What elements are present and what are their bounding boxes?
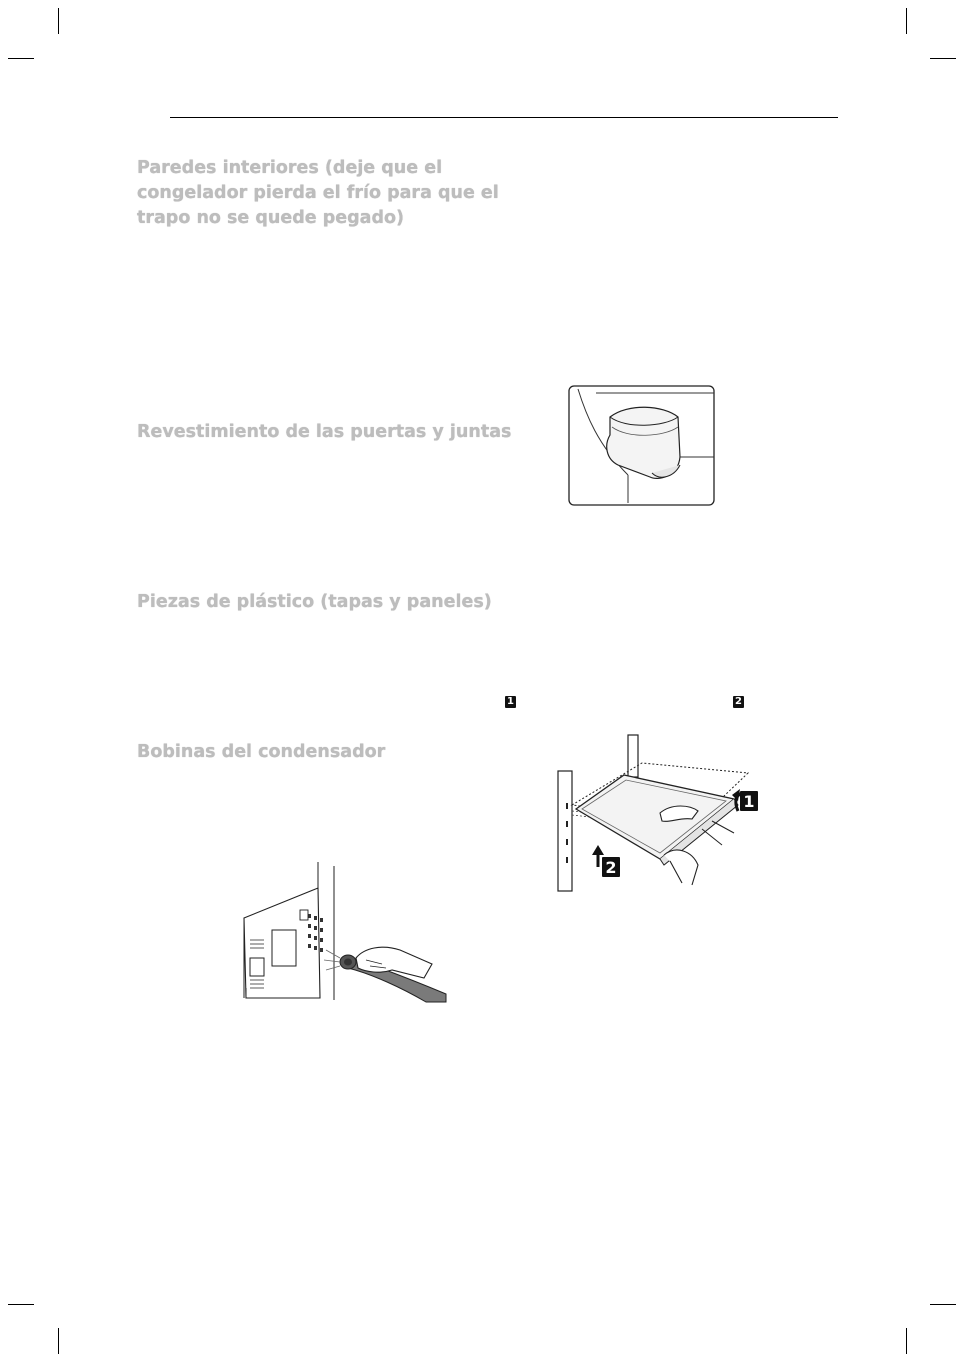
interior-walls-line-3: trapo no se quede pegado) <box>137 208 405 228</box>
header-rule <box>170 117 838 118</box>
crop-mark-bl-h <box>8 1304 34 1305</box>
plastic-parts-heading: Piezas de plástico (tapas y paneles) <box>137 592 492 612</box>
interior-walls-line-2: congelador pierda el frío para que el <box>137 183 499 203</box>
light-cover-illustration <box>568 385 716 507</box>
crop-mark-tr-h <box>930 58 956 59</box>
step-2-badge: 2 <box>733 696 744 708</box>
figure-step-1-label: 1 <box>743 792 755 811</box>
figure-step-2-label: 2 <box>605 858 617 877</box>
crop-mark-tl-h <box>8 58 34 59</box>
crop-mark-br-v <box>906 1328 907 1354</box>
step-1-badge: 1 <box>505 696 516 708</box>
shelf-removal-illustration <box>552 733 767 893</box>
crop-mark-br-h <box>930 1304 956 1305</box>
condenser-cleaning-illustration <box>242 860 447 1002</box>
crop-mark-bl-v <box>58 1328 59 1354</box>
condenser-coils-heading: Bobinas del condensador <box>137 742 386 762</box>
door-liners-heading: Revestimiento de las puertas y juntas <box>137 422 512 442</box>
crop-mark-tr-v <box>906 8 907 34</box>
interior-walls-heading <box>137 156 499 231</box>
crop-mark-tl-v <box>58 8 59 34</box>
interior-walls-line-1: Paredes interiores (deje que el <box>137 158 443 178</box>
